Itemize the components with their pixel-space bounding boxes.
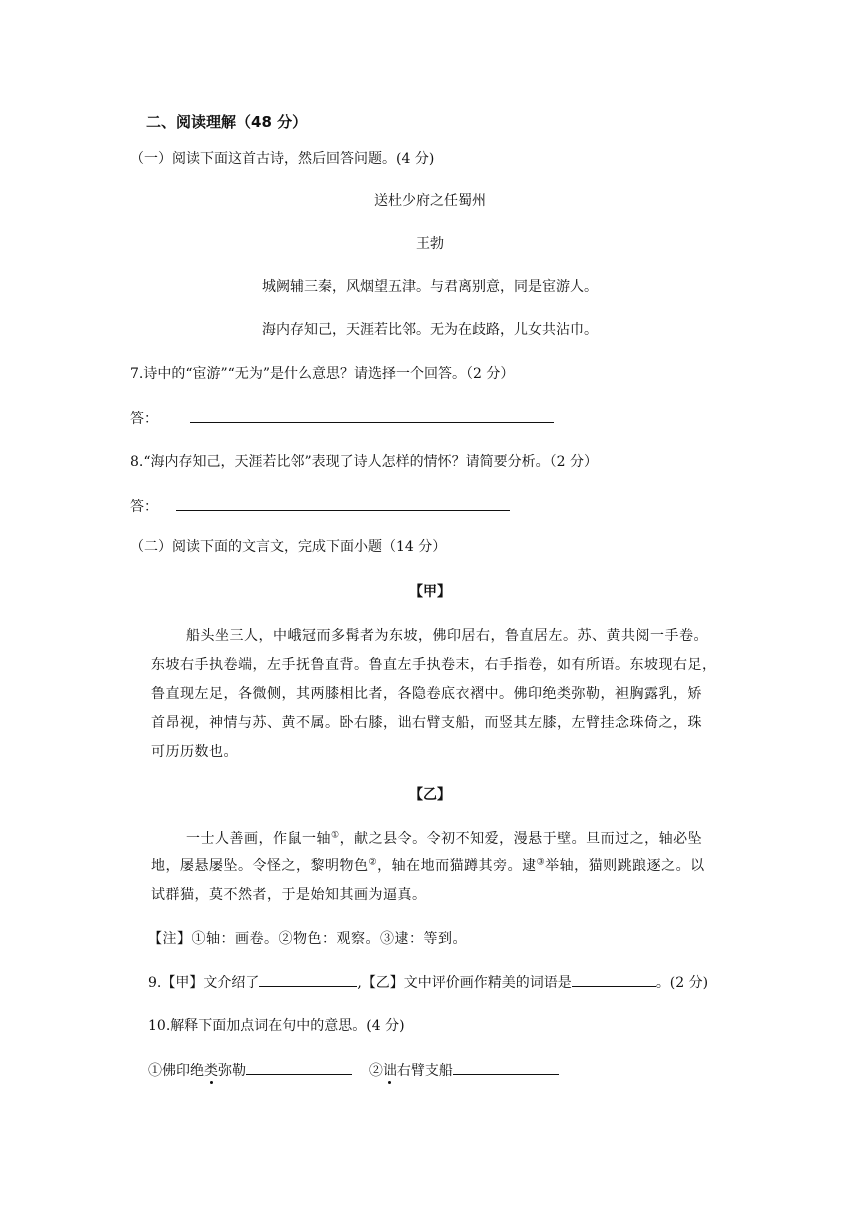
answer-8 xyxy=(130,496,510,517)
yi-text: 举轴，猫则跳踉逐之。以 xyxy=(545,858,705,874)
answer-7-blank[interactable] xyxy=(190,408,554,423)
part2-instruction: （二）阅读下面的文言文，完成下面小题（14 分） xyxy=(130,539,447,555)
question-9 xyxy=(148,972,708,993)
answer-label: 答： xyxy=(130,411,158,427)
q10-item-text: ①佛印绝 xyxy=(148,1063,204,1079)
poem-author: 王勃 xyxy=(416,236,444,252)
yi-line-1 xyxy=(186,829,702,849)
poem-line-1: 城阙辅三秦，风烟望五津。与君离别意，同是宦游人。 xyxy=(262,279,598,295)
question-7: 7.诗中的“宦游”“无为”是什么意思？请选择一个回答。（2 分） xyxy=(130,366,515,382)
q10-item-text: ② xyxy=(368,1063,383,1079)
q9-blank-2[interactable] xyxy=(572,972,656,987)
jia-line-4: 首昂视，神情与苏、黄不属。卧右膝，诎右臂支船，而竖其左膝，左臂挂念珠倚之，珠 xyxy=(151,715,702,731)
answer-8-blank[interactable] xyxy=(176,496,510,511)
dotted-word: 诎 xyxy=(382,1063,397,1079)
question-10-items xyxy=(148,1060,559,1081)
footnote-marker: ③ xyxy=(536,857,546,868)
part1-instruction: （一）阅读下面这首古诗，然后回答问题。(4 分) xyxy=(130,151,435,167)
q10-item-text: 右臂支船 xyxy=(396,1063,453,1079)
answer-7 xyxy=(130,408,554,429)
question-8: 8.“海内存知己，天涯若比邻”表现了诗人怎样的情怀？请简要分析。（2 分） xyxy=(130,454,599,470)
section-title: 二、阅读理解（48 分） xyxy=(146,113,308,131)
footnote-marker: ② xyxy=(368,857,378,868)
yi-text: ，献之县令。令初不知爱，漫悬于壁。旦而过之，轴必坠 xyxy=(339,831,703,847)
poem-title: 送杜少府之任蜀州 xyxy=(374,193,486,209)
jia-line-5: 可历历数也。 xyxy=(151,744,238,760)
jia-line-3: 鲁直现左足，各微侧，其两膝相比者，各隐卷底衣褶中。佛印绝类弥勒，袒胸露乳，矫 xyxy=(151,686,702,702)
question-10: 10.解释下面加点词在句中的意思。(4 分) xyxy=(148,1018,405,1034)
jia-heading: 【甲】 xyxy=(409,584,451,600)
jia-line-1: 船头坐三人，中峨冠而多髯者为东坡，佛印居右，鲁直居左。苏、黄共阅一手卷。 xyxy=(186,628,708,644)
poem-line-2: 海内存知己，天涯若比邻。无为在歧路，儿女共沾巾。 xyxy=(262,322,598,338)
dotted-word: 类 xyxy=(204,1063,218,1079)
yi-text: 一士人善画，作鼠一轴 xyxy=(186,831,331,847)
q9-blank-1[interactable] xyxy=(259,972,357,987)
yi-text: ，轴在地而猫蹲其旁。逮 xyxy=(377,858,537,874)
q9-text: 。(2 分) xyxy=(655,975,709,991)
yi-heading: 【乙】 xyxy=(409,787,451,803)
q9-text: ,【乙】文中评价画作精美的词语是 xyxy=(357,975,572,991)
q10-item-text: 弥勒 xyxy=(218,1063,246,1079)
annotation-note: 【注】①轴：画卷。②物色：观察。③逮：等到。 xyxy=(148,931,467,947)
yi-line-2 xyxy=(151,856,705,876)
answer-label: 答： xyxy=(130,499,158,515)
jia-line-2: 东坡右手执卷端，左手抚鲁直背。鲁直左手执卷末，右手指卷，如有所语。东坡现右足， xyxy=(151,657,717,673)
yi-text: 地，屡悬屡坠。令怪之，黎明物色 xyxy=(151,858,369,874)
yi-line-3: 试群猫，莫不然者，于是始知其画为逼真。 xyxy=(151,887,427,903)
q10-blank-2[interactable] xyxy=(453,1060,559,1075)
q10-blank-1[interactable] xyxy=(246,1060,352,1075)
q9-text: 9.【甲】文介绍了 xyxy=(148,975,260,991)
footnote-marker: ① xyxy=(331,830,340,841)
